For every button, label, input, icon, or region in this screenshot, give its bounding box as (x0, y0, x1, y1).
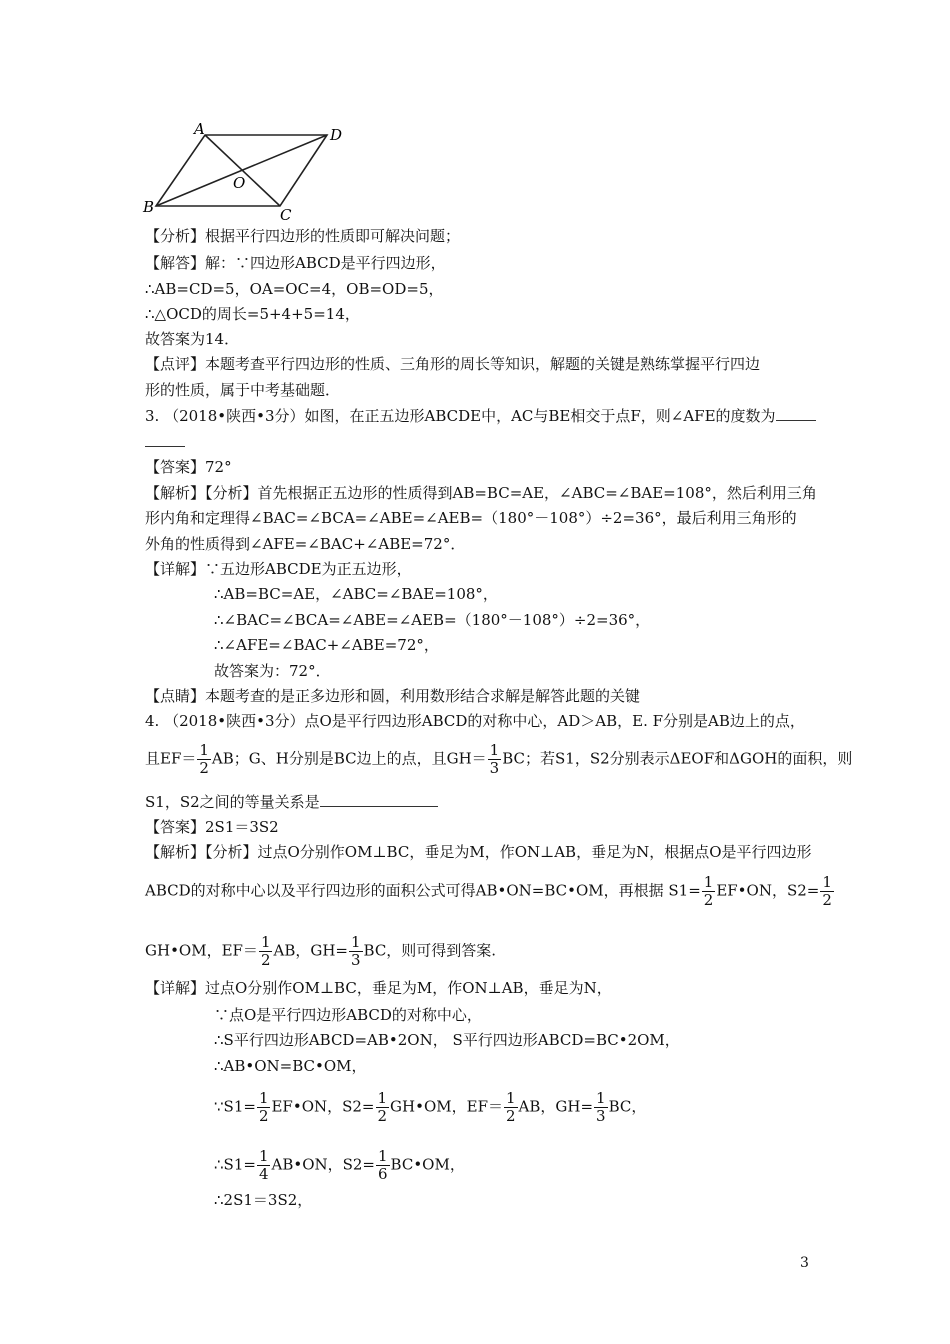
detail-line-1: 【详解】∵五边形ABCDE为正五边形， (145, 560, 412, 578)
solution-line-1: 【解答】解：∵四边形ABCD是平行四边形， (145, 254, 446, 272)
fraction-half: $\frac{1}{2}$ (505, 1089, 516, 1125)
label-b: B (143, 198, 155, 216)
answer-blank (776, 420, 816, 421)
answer-line: 【答案】72° (145, 458, 232, 476)
fraction-quarter: $\frac{1}{4}$ (258, 1147, 269, 1183)
fraction-half: $\frac{1}{2}$ (260, 933, 271, 969)
q4-relation-text: S1，S2之间的等量关系是 (145, 793, 320, 811)
detail-line-2: ∴AB=BC=AE，∠ABC=∠BAE=108°， (214, 585, 498, 603)
fraction-half: $\frac{1}{2}$ (377, 1089, 388, 1125)
analysis-line-1: 【解析】【分析】首先根据正五边形的性质得到AB=BC=AE，∠ABC=∠BAE=108°，然后利用三角 (145, 484, 817, 502)
label-c: C (280, 206, 292, 224)
answer-blank-cont (145, 446, 185, 447)
solution-line-4: 故答案为14． (145, 330, 240, 348)
parallelogram-figure (140, 118, 360, 228)
fraction-third: $\frac{1}{3}$ (596, 1089, 606, 1125)
question-4-relation (145, 792, 438, 812)
solution-line-3: ∴△OCD的周长=5+4+5=14， (145, 305, 360, 323)
detail-line-4: ∴∠AFE=∠BAC+∠ABE=72°， (214, 636, 439, 654)
detail-4-line-2: ∵点O是平行四边形ABCD的对称中心， (214, 1006, 482, 1024)
question-3-blank-cont (145, 432, 185, 452)
comment-line-2: 形的性质，属于中考基础题． (145, 381, 341, 399)
analysis-4-line-3: GH•OM，EF＝ $\frac{1}{2}$ AB，GH= $\frac{1}{3}$ BC，则可得到答案. (145, 933, 497, 969)
detail-4-line-4: ∴AB•ON=BC•OM， (214, 1057, 367, 1075)
detail-4-line-1: 【详解】过点O分别作OM⊥BC，垂足为M，作ON⊥AB，垂足为N， (145, 979, 612, 997)
diagonal-bd (156, 135, 327, 206)
fraction-third: $\frac{1}{3}$ (489, 741, 500, 777)
label-d: D (330, 126, 343, 144)
question-4-cont (145, 742, 852, 777)
q4-area-text: BC；若S1，S2分别表示ΔEOF和ΔGOH的面积，则 (502, 749, 853, 768)
fraction-half: $\frac{1}{2}$ (199, 741, 209, 777)
analysis-line-3: 外角的性质得到∠AFE=∠BAC+∠ABE=72°． (145, 535, 466, 553)
analysis-4-line-2: ABCD的对称中心以及平行四边形的面积公式可得AB•ON=BC•OM，再根据 S1= $\frac{1}{2}$ EF•ON，S2= $\frac{1}{2}$ (145, 873, 832, 909)
label-a: A (194, 120, 205, 138)
analysis-line: 【分析】根据平行四边形的性质即可解决问题； (145, 227, 461, 245)
page-number: 3 (800, 1255, 809, 1271)
detail-4-line-3: ∴S平行四边形ABCD=AB•2ON， S平行四边形ABCD=BC•2OM， (214, 1031, 680, 1049)
question-4: 4. （2018•陕西•3分）点O是平行四边形ABCD的对称中心，AD＞AB，E. F分别是AB边上的点， (145, 712, 805, 730)
fraction-half: $\frac{1}{2}$ (258, 1089, 269, 1125)
q4-ef-text: 且EF＝ (145, 749, 197, 768)
question-3-text: 3. （2018•陕西•3分）如图，在正五边形ABCDE中，AC与BE相交于点F，则∠AFE的度数为 (145, 407, 776, 425)
detail-4-line-5: ∵S1= $\frac{1}{2}$ EF•ON，S2= $\frac{1}{2}$ GH•OM，EF＝ $\frac{1}{2}$ AB，GH= $\frac{1}{3}$ BC， (214, 1089, 647, 1125)
analysis-4-line-1: 【解析】【分析】过点O分别作OM⊥BC，垂足为M，作ON⊥AB，垂足为N，根据点O是平行四边形 (145, 843, 812, 861)
fraction-half: $\frac{1}{2}$ (703, 873, 714, 909)
label-o: O (233, 174, 246, 192)
solution-line-2: ∴AB=CD=5，OA=OC=4，OB=OD=5， (145, 280, 444, 298)
fraction-third: $\frac{1}{3}$ (350, 933, 361, 969)
detail-4-line-6: ∴S1= $\frac{1}{4}$ AB•ON，S2= $\frac{1}{6}$ BC•OM， (214, 1147, 465, 1183)
detail-line-3: ∴∠BAC=∠BCA=∠ABE=∠AEB=（180°－108°）÷2=36°， (214, 611, 651, 629)
relation-blank (320, 806, 438, 807)
q4-gh-text: AB；G、H分别是BC边上的点，且GH＝ (211, 749, 487, 768)
question-3 (145, 406, 816, 426)
remark-line: 【点睛】本题考查的是正多边形和圆，利用数形结合求解是解答此题的关键 (145, 687, 641, 705)
analysis-line-2: 形内角和定理得∠BAC=∠BCA=∠ABE=∠AEB=（180°－108°）÷2=36°，最后利用三角形的 (145, 509, 797, 527)
detail-4-line-7: ∴2S1＝3S2， (214, 1191, 313, 1209)
comment-line-1: 【点评】本题考查平行四边形的性质、三角形的周长等知识，解题的关键是熟练掌握平行四边 (145, 355, 761, 373)
fraction-half: $\frac{1}{2}$ (822, 873, 832, 909)
answer-4-line: 【答案】2S1＝3S2 (145, 818, 279, 836)
detail-line-5: 故答案为：72°． (214, 662, 331, 680)
fraction-sixth: $\frac{1}{6}$ (378, 1147, 388, 1183)
